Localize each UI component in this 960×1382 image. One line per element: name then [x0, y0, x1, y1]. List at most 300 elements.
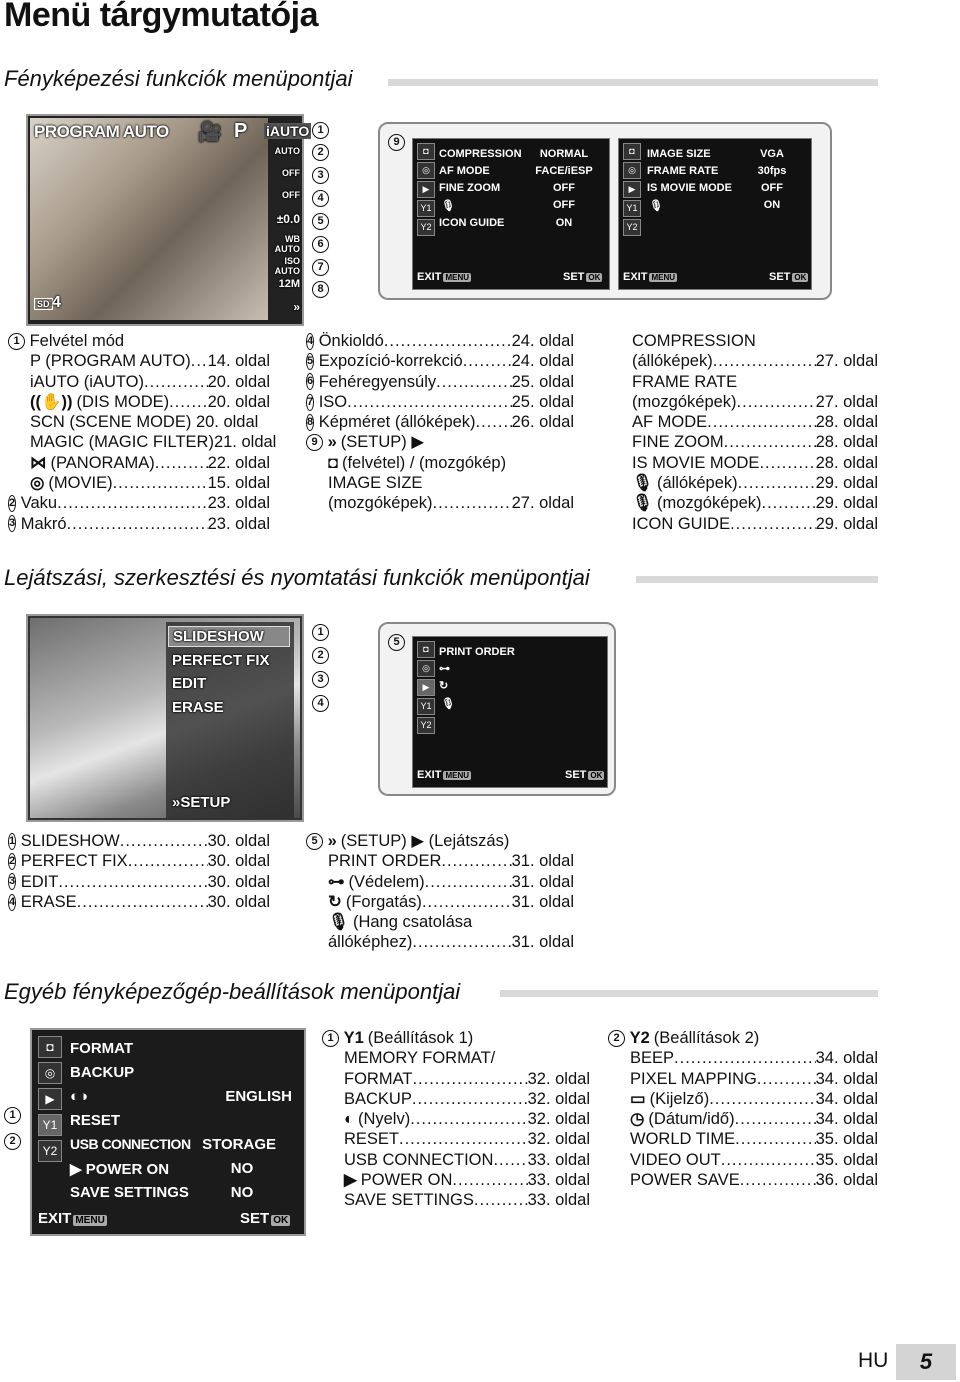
index-label: P (PROGRAM AUTO) [30, 352, 191, 371]
index-label: SCN (SCENE MODE) [30, 413, 192, 432]
index-label: Makró [20, 514, 67, 533]
setup2-tab-icon[interactable]: Y2 [417, 717, 435, 734]
index-number: 2 [608, 1030, 625, 1047]
leader-dots [709, 1089, 815, 1109]
menu-key: MENU [651, 273, 676, 282]
index-row [8, 392, 270, 412]
mother-baby-photo [30, 118, 268, 320]
microphone-icon[interactable]: 🎙 [649, 200, 663, 212]
callout-5: 5 [312, 213, 329, 230]
callout-1: 1 [312, 122, 329, 139]
movie-tab-icon[interactable]: ◎ [623, 162, 641, 179]
menu-item-slideshow[interactable]: SLIDESHOW [168, 626, 290, 647]
index-page: 32. oldal [527, 1089, 590, 1108]
menu-value-af-mode: FACE/iESP [535, 165, 593, 177]
section-heading-other [4, 979, 460, 1005]
language-icon: ◐ [344, 1110, 354, 1129]
menu-item-image-size[interactable]: IMAGE SIZE [647, 148, 711, 160]
index-row [632, 473, 878, 493]
index-number: 2 [8, 495, 16, 512]
index-number: 7 [306, 394, 314, 411]
index-row [306, 331, 574, 351]
section-heading-text: Fényképezési funkciók menüpontjai [4, 66, 353, 91]
index-row [8, 831, 270, 851]
index-row [8, 453, 270, 473]
setup2-icon: Y2 [629, 1029, 650, 1047]
index-label: BEEP [630, 1049, 675, 1068]
callout-2: 2 [312, 144, 329, 161]
set-hint [769, 271, 808, 283]
index-page: 33. oldal [527, 1150, 590, 1169]
leader-dots [493, 1150, 527, 1170]
setup1-tab-icon[interactable]: Y1 [417, 200, 435, 217]
leader-dots [57, 493, 208, 513]
setup2-tab-icon[interactable]: Y2 [417, 219, 435, 236]
index-page: 34. oldal [815, 1069, 878, 1088]
menu-item-backup[interactable]: BACKUP [70, 1064, 135, 1081]
index-label: (SETUP) ▶ (Lejátszás) [340, 832, 510, 850]
leader-dots [762, 493, 816, 513]
menu-item-compression[interactable]: COMPRESSION [439, 148, 522, 160]
leader-dots [67, 514, 208, 534]
menu-item-is-movie-mode[interactable]: IS MOVIE MODE [647, 182, 732, 194]
index-row [306, 372, 574, 392]
index-page: 33. oldal [527, 1171, 590, 1190]
camera-tab-icon[interactable]: ◘ [417, 641, 435, 658]
index-row [322, 1028, 590, 1048]
index-row [322, 1150, 590, 1170]
menu-tabs [38, 1036, 62, 1166]
program-icon: P [234, 120, 248, 142]
menu-value-save-settings: NO [230, 1184, 254, 1201]
callout-1: 1 [4, 1107, 21, 1124]
leader-dots [724, 432, 816, 452]
leader-dots [169, 392, 207, 412]
index-row [8, 372, 270, 392]
callout-3: 3 [312, 167, 329, 184]
menu-item-save-settings[interactable]: SAVE SETTINGS [70, 1184, 189, 1201]
leader-dots [77, 892, 208, 912]
index-label: ERASE [20, 892, 77, 911]
language-code: HU [858, 1349, 889, 1372]
leader-dots [474, 1190, 528, 1210]
menu-item-edit[interactable]: EDIT [172, 675, 207, 692]
menu-value-fine-zoom: OFF [553, 182, 575, 194]
leader-dots [113, 473, 208, 493]
index-row [306, 493, 574, 513]
index-label: (Védelem) [348, 872, 425, 891]
leader-dots [144, 372, 208, 392]
index-number: 5 [306, 353, 314, 370]
playback-menu-overlay [166, 622, 294, 818]
index-label: RESET [344, 1130, 400, 1149]
leader-dots [422, 892, 512, 912]
setup-screen [30, 1028, 306, 1236]
menu-tabs [417, 143, 433, 238]
index-label: (PANORAMA) [50, 453, 155, 472]
microphone-icon: 🎙 [328, 913, 349, 932]
movie-tab-icon[interactable]: ◎ [38, 1062, 62, 1084]
index-row [608, 1069, 878, 1089]
exit-hint [38, 1210, 107, 1227]
index-number: 6 [306, 373, 314, 390]
index-page: 28. oldal [815, 433, 878, 452]
leader-dots [713, 351, 816, 371]
menu-panel-playback [412, 636, 608, 788]
index-row [608, 1170, 878, 1190]
index-row [8, 493, 270, 513]
section-heading-playback [4, 565, 590, 591]
index-row [632, 453, 878, 473]
menu-panel-still [412, 138, 610, 290]
menu-panel-movie [618, 138, 812, 290]
index-row [608, 1129, 878, 1149]
wb-auto-icon: WB AUTO [274, 234, 300, 254]
exit-hint [417, 769, 471, 781]
leader-dots [476, 412, 512, 432]
index-page: 25. oldal [511, 392, 574, 411]
index-label: (MOVIE) [48, 474, 113, 493]
index-row [8, 432, 277, 452]
dis-mode-icon: ((✋)) [30, 392, 73, 411]
setup1-tab-icon[interactable]: Y1 [623, 200, 641, 217]
index-label: Képméret (állóképek) [318, 413, 476, 432]
menu-item-fine-zoom[interactable]: FINE ZOOM [439, 182, 501, 194]
index-label: (Dátum/idő) [648, 1110, 735, 1129]
exit-hint [417, 271, 471, 283]
menu-item-usb-connection[interactable]: USB CONNECTION [70, 1136, 191, 1152]
index-page: 30. oldal [207, 832, 270, 850]
exit-label: EXIT [38, 1210, 72, 1227]
leader-dots [441, 851, 511, 871]
camera-tab-icon[interactable]: ◘ [38, 1036, 62, 1058]
index-row [632, 351, 878, 371]
power-on-label: POWER ON [85, 1161, 170, 1178]
index-label: (mozgóképek) [632, 392, 737, 411]
index-page: 29. oldal [815, 514, 878, 533]
index-label: FRAME RATE [632, 372, 738, 391]
index-row [306, 432, 574, 452]
exit-label: EXIT [417, 769, 442, 781]
index-page: 20. oldal [195, 413, 259, 432]
clock-icon: ◷ [630, 1110, 645, 1129]
panorama-icon: ⋈ [30, 453, 47, 472]
leader-dots [436, 372, 511, 392]
index-label: (SETUP) ▶ [340, 433, 425, 452]
index-row [306, 872, 574, 892]
index-page: 31. oldal [511, 852, 574, 871]
callout-2: 2 [312, 647, 329, 664]
index-label: POWER SAVE [630, 1171, 740, 1190]
other-index-col2 [608, 1028, 878, 1190]
index-row [608, 1028, 878, 1048]
exposure-value: ±0.0 [276, 212, 300, 226]
index-label: VIDEO OUT [630, 1150, 721, 1169]
shots-remaining: 4 [52, 294, 61, 311]
index-row [322, 1129, 590, 1149]
leader-dots [412, 932, 511, 952]
menu-value-usb-connection: STORAGE [202, 1136, 276, 1153]
set-hint [565, 769, 604, 781]
index-page: 24. oldal [511, 332, 574, 350]
mode-banner: PROGRAM AUTO [34, 122, 169, 141]
section-heading-text: Egyéb fényképezőgép-beállítások menüpontjai [4, 979, 461, 1004]
setup-label: SETUP [180, 794, 231, 811]
index-page: 22. oldal [207, 453, 270, 472]
index-page: 31. oldal [511, 892, 574, 911]
index-page: 20. oldal [207, 392, 270, 411]
leader-dots [707, 412, 815, 432]
leader-dots [737, 392, 816, 412]
menu-item-format[interactable]: FORMAT [70, 1040, 134, 1057]
menu-value-frame-rate: 30fps [757, 165, 787, 177]
index-row [322, 1048, 590, 1068]
callout-7: 7 [312, 259, 329, 276]
index-number: 5 [306, 833, 323, 850]
index-page: 30. oldal [207, 852, 270, 871]
setup-icon: » [172, 794, 181, 811]
index-label: (mozgóképek) [328, 494, 433, 513]
leader-dots [399, 1129, 528, 1149]
index-number: 2 [8, 853, 16, 870]
play-icon: ▶ [70, 1161, 86, 1178]
index-row [608, 1109, 878, 1129]
index-row [306, 932, 574, 952]
index-label: WORLD TIME [630, 1130, 736, 1149]
play-tab-icon[interactable]: ▶ [417, 679, 435, 696]
index-row [322, 1069, 590, 1089]
menu-item-reset[interactable]: RESET [70, 1112, 121, 1129]
section-divider [500, 990, 878, 997]
index-page: 23. oldal [207, 494, 270, 513]
ok-key: OK [273, 1215, 289, 1226]
index-page: 30. oldal [207, 892, 270, 911]
flash-auto-icon: AUTO [274, 146, 300, 156]
menu-key: MENU [445, 273, 470, 282]
setup1-icon: Y1 [343, 1029, 364, 1047]
menu-item-power-on[interactable] [70, 1160, 169, 1178]
index-row [306, 831, 574, 851]
index-row [306, 453, 574, 473]
index-number: 8 [306, 414, 314, 431]
index-page: 21. oldal [213, 433, 277, 452]
setup1-tab-icon[interactable]: Y1 [38, 1114, 62, 1136]
index-page: 27. oldal [511, 494, 574, 513]
setup2-tab-icon[interactable]: Y2 [38, 1140, 62, 1162]
index-row [8, 331, 270, 351]
leader-dots [191, 351, 208, 371]
index-label: (mozgóképek) [656, 494, 762, 513]
callout-9: 9 [388, 134, 405, 151]
menu-value-is-movie-mode: OFF [761, 182, 783, 194]
set-hint [563, 271, 602, 283]
index-label: MAGIC (MAGIC FILTER) [30, 433, 214, 452]
index-label: FINE ZOOM [632, 433, 724, 452]
callout-2: 2 [4, 1133, 21, 1150]
index-page: 28. oldal [815, 413, 878, 432]
set-label: SET [240, 1210, 270, 1227]
ok-key: OK [588, 273, 601, 282]
menu-value-icon-guide: ON [555, 217, 573, 229]
menu-item-frame-rate[interactable]: FRAME RATE [647, 165, 719, 177]
callout-3: 3 [312, 671, 329, 688]
index-row [306, 351, 574, 371]
leader-dots [740, 1170, 816, 1190]
menu-item-perfect-fix[interactable]: PERFECT FIX [172, 652, 270, 669]
callout-1: 1 [312, 624, 329, 641]
shooting-screen [26, 114, 310, 326]
index-row [632, 331, 878, 351]
index-label: iAUTO (iAUTO) [30, 372, 144, 391]
sd-card-icon: SD [34, 298, 53, 310]
microphone-icon[interactable]: 🎙 [441, 698, 455, 710]
microphone-icon[interactable]: 🎙 [441, 200, 455, 212]
play-icon: ▶ [344, 1171, 357, 1190]
index-label: (Nyelv) [357, 1110, 411, 1129]
menu-tabs [623, 143, 639, 238]
rotate-icon[interactable]: ↻ [439, 680, 449, 692]
leader-dots [738, 473, 816, 493]
index-label: MEMORY FORMAT/ [344, 1049, 496, 1068]
menu-key: MENU [445, 771, 470, 780]
callout-8: 8 [312, 281, 329, 298]
index-number: 9 [306, 434, 323, 451]
leader-dots [412, 1069, 527, 1089]
menu-value-sound: OFF [553, 199, 575, 211]
index-row [608, 1048, 878, 1068]
play-tab-icon[interactable]: ▶ [417, 181, 435, 198]
leader-dots [721, 1150, 816, 1170]
play-tab-icon[interactable]: ▶ [38, 1088, 62, 1110]
ok-key: OK [590, 771, 603, 780]
selftimer-off-icon: OFF [282, 190, 300, 200]
index-page: 24. oldal [511, 352, 574, 371]
leader-dots [412, 1089, 528, 1109]
index-page: 30. oldal [207, 872, 270, 891]
microphone-icon: 🎙 [632, 474, 653, 493]
index-label: PIXEL MAPPING [630, 1069, 757, 1088]
setup1-tab-icon[interactable]: Y1 [417, 698, 435, 715]
index-label: ICON GUIDE [632, 514, 731, 533]
index-row [8, 872, 270, 892]
index-page: 14. oldal [207, 352, 270, 371]
index-label: Vaku [20, 494, 58, 513]
index-row [8, 351, 270, 371]
set-label: SET [563, 271, 585, 283]
macro-off-icon: OFF [282, 168, 300, 178]
index-label: (állóképek) [632, 352, 713, 371]
shooting-index-col1 [8, 331, 277, 534]
index-label: (Hang csatolása [352, 913, 473, 932]
index-number: 1 [322, 1030, 339, 1047]
leader-dots [759, 453, 815, 473]
menu-value-language: ENGLISH [225, 1088, 292, 1105]
index-row [8, 514, 270, 534]
menu-item-erase[interactable]: ERASE [172, 699, 224, 716]
index-page: 36. oldal [815, 1171, 878, 1190]
index-row [632, 372, 878, 392]
index-row [306, 412, 574, 432]
callout-6: 6 [312, 236, 329, 253]
menu-item-print-order[interactable]: PRINT ORDER [439, 646, 515, 658]
index-label: (Forgatás) [345, 892, 422, 911]
index-page: 35. oldal [815, 1130, 878, 1149]
menu-item-setup[interactable] [172, 794, 230, 811]
language-icon[interactable]: ◐◑ [70, 1088, 89, 1105]
page-title: Menü tárgymutatója [4, 0, 319, 34]
index-label: PRINT ORDER [328, 852, 442, 871]
index-label: (állóképek) [656, 474, 738, 493]
camera-tab-icon[interactable]: ◘ [417, 143, 435, 160]
play-tab-icon[interactable]: ▶ [623, 181, 641, 198]
index-page: 23. oldal [207, 514, 270, 533]
leader-dots [410, 1109, 527, 1129]
set-label: SET [769, 271, 791, 283]
index-row [632, 493, 878, 513]
index-page: 27. oldal [815, 392, 878, 411]
leader-dots [735, 1129, 815, 1149]
leader-dots [433, 493, 512, 513]
index-row [306, 392, 574, 412]
movie-tab-icon[interactable]: ◎ [417, 660, 435, 677]
protect-key-icon[interactable]: ⊶ [439, 663, 450, 675]
callout-4: 4 [312, 190, 329, 207]
shooting-index-col2 [306, 331, 574, 514]
index-row [632, 392, 878, 412]
index-row [608, 1089, 878, 1109]
index-label: (Beállítások 2) [653, 1029, 760, 1047]
index-label: USB CONNECTION [344, 1150, 494, 1169]
callout-5: 5 [388, 634, 405, 651]
camera-tab-icon[interactable]: ◘ [623, 143, 641, 160]
index-row [306, 912, 574, 932]
index-row [306, 892, 574, 912]
iso-auto-icon: ISO AUTO [274, 256, 300, 276]
image-size-icon: 12M [278, 278, 300, 290]
index-page: 32. oldal [527, 1110, 590, 1129]
menu-tabs [417, 641, 433, 736]
exit-hint [623, 271, 677, 283]
menu-item-icon-guide[interactable]: ICON GUIDE [439, 217, 505, 229]
index-page: 29. oldal [815, 494, 878, 513]
index-label: Expozíció-korrekció [318, 352, 463, 371]
index-number: 4 [306, 333, 314, 350]
index-row [632, 412, 878, 432]
index-label: ISO [318, 392, 348, 411]
index-number: 3 [8, 515, 16, 532]
set-label: SET [565, 769, 587, 781]
setup2-tab-icon[interactable]: Y2 [623, 219, 641, 236]
index-label: AF MODE [632, 413, 708, 432]
index-label: Önkioldó [318, 332, 384, 350]
index-label: (felvétel) / (mozgókép) [341, 453, 507, 472]
section-divider [388, 79, 878, 86]
leader-dots [757, 1069, 816, 1089]
leader-dots [425, 872, 512, 892]
index-row [322, 1109, 590, 1129]
menu-value-movie-sound: ON [763, 199, 781, 211]
index-page: 34. oldal [815, 1110, 878, 1129]
index-label: (DIS MODE) [76, 392, 170, 411]
menu-item-af-mode[interactable]: AF MODE [439, 165, 490, 177]
index-row [8, 473, 270, 493]
index-label: SAVE SETTINGS [344, 1191, 474, 1210]
index-page: 31. oldal [511, 933, 574, 952]
movie-tab-icon[interactable]: ◎ [417, 162, 435, 179]
menu-value-power-on: NO [230, 1160, 254, 1177]
index-row [8, 851, 270, 871]
index-page: 31. oldal [511, 872, 574, 891]
